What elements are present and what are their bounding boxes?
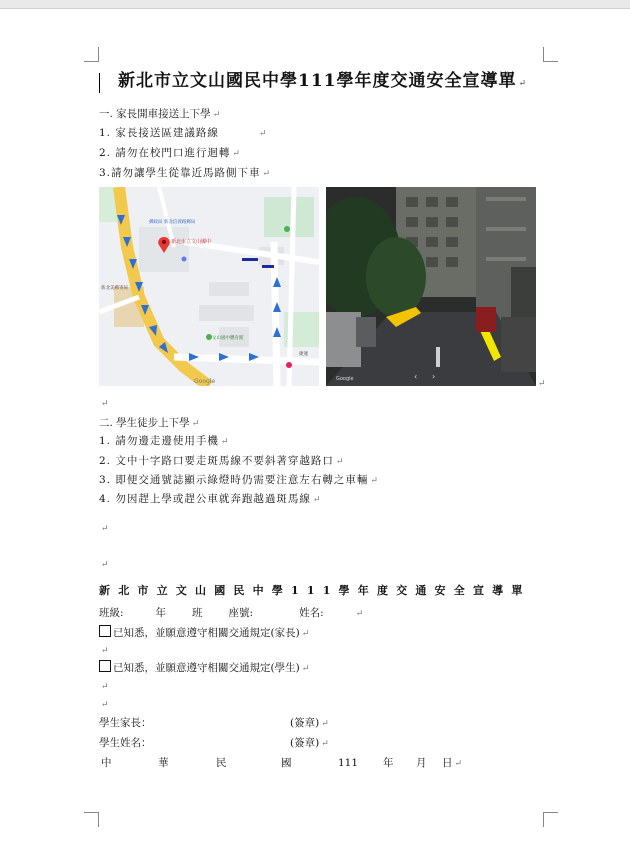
section1-item-2[interactable]: 2. 請勿在校門口進行迴轉 ↵ (99, 147, 241, 159)
streetview-right-arrow[interactable]: › (432, 372, 436, 381)
slip-class-line[interactable]: 班級: 年 班 座號: 姓名: ↵ (99, 607, 364, 619)
route-map-drawing (99, 187, 319, 386)
date-year-label: 年 (383, 757, 394, 769)
image-para-mark: ↵ (538, 379, 546, 389)
empty-paragraph-2[interactable]: ↵ (101, 524, 109, 534)
map-label-school: 新北市立文山國中 (171, 239, 212, 245)
date-year-value: 111 (338, 757, 359, 769)
crop-mark-top-right (543, 47, 558, 62)
parent-consent-checkbox[interactable] (99, 625, 111, 637)
date-char-4: 國 (281, 757, 292, 769)
map-google-logo: Google (194, 378, 216, 385)
empty-paragraph-1[interactable]: ↵ (101, 399, 109, 409)
student-consent-checkbox[interactable] (99, 660, 111, 672)
route-map-image[interactable] (99, 187, 319, 386)
section2-item-3[interactable]: 3. 即便交通號誌顯示綠燈時仍需要注意左右轉之車輛 ↵ (99, 474, 379, 486)
section2-item-2[interactable]: 2. 文中十字路口要走斑馬線不要斜著穿越路口 ↵ (99, 455, 345, 467)
empty-paragraph-6[interactable]: ↵ (101, 700, 109, 710)
date-char-2: 華 (158, 757, 169, 769)
map-label-post: 郵政局 新北信義路郵局 (149, 220, 196, 225)
parent-signature-line[interactable]: 學生家長： (99, 717, 152, 729)
date-char-3: 民 (216, 757, 227, 769)
streetview-google-logo: Google (336, 376, 354, 382)
map-label-gym: 文山國中體育館 (212, 336, 244, 341)
streetview-left-arrow[interactable]: ‹ (414, 372, 418, 381)
student-sign-field[interactable]: (簽章) ↵ (290, 737, 329, 749)
page-top-edge (0, 0, 630, 9)
parent-sign-field[interactable]: (簽章) ↵ (290, 717, 329, 729)
empty-paragraph-5[interactable]: ↵ (101, 682, 109, 692)
document-title[interactable]: 新北市立文山國民中學111學年度交通安全宣導單 ↵ (118, 71, 528, 91)
text-cursor (99, 73, 100, 93)
section1-heading[interactable]: 一. 家長開車接送上下學 ↵ (99, 108, 221, 120)
student-signature-line[interactable]: 學生姓名： (99, 737, 152, 749)
section2-item-1[interactable]: 1. 請勿邊走邊使用手機 ↵ (99, 435, 230, 447)
crop-mark-bottom-right (543, 812, 558, 827)
student-consent-line[interactable]: 已知悉，並願意遵守相關交通規定(學生) ↵ (99, 660, 309, 676)
section2-item-4[interactable]: 4. 勿因趕上學或趕公車就奔跑越過斑馬線 ↵ (99, 493, 322, 505)
map-label-mail: 新北美郵寄局 (101, 286, 128, 291)
slip-title[interactable]: 新北市立文山國民中學111學年度交通安全宣導單 (99, 584, 531, 597)
date-char-1: 中 (101, 757, 112, 769)
crop-mark-bottom-left (84, 812, 99, 827)
empty-paragraph-3[interactable]: ↵ (101, 560, 109, 570)
street-view-image[interactable] (326, 187, 536, 386)
section2-heading[interactable]: 二. 學生徒步上下學 ↵ (99, 417, 200, 429)
parent-consent-line[interactable]: 已知悉，並願意遵守相關交通規定(家長) ↵ (99, 625, 309, 641)
date-day-label: 日 ↵ (442, 757, 463, 769)
section1-item-3[interactable]: 3.請勿讓學生從靠近馬路側下車 ↵ (99, 167, 272, 179)
date-month-label: 月 (416, 757, 427, 769)
empty-paragraph-4[interactable]: ↵ (101, 646, 109, 656)
section1-item-1[interactable]: 1. 家長接送區建議路線 ↵ (99, 127, 268, 139)
street-view-drawing (326, 187, 536, 386)
crop-mark-top-left (84, 47, 99, 62)
map-label-mrt: 捷運 (299, 352, 308, 357)
